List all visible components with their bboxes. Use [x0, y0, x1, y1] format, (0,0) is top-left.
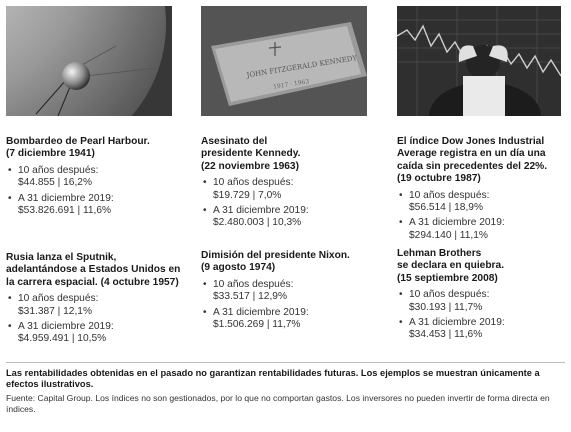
stat-value: $2.480.003 | 10,3%: [213, 217, 302, 229]
stat-label: • A 31 diciembre 2019:: [213, 205, 309, 217]
event-pearl-harbour: [6, 136, 186, 220]
stat-value: $294.140 | 11,1%: [409, 229, 488, 241]
grave-engraving: JOHN FITZGERALD KENNEDY: [246, 54, 358, 80]
event-title: Lehman Brothers se declara en quiebra. (15 septiembre 2008): [397, 248, 505, 284]
stat-value: $33.517 | 12,9%: [213, 291, 288, 303]
stat-10-years: [201, 177, 381, 202]
stat-value: $31.387 | 12,1%: [18, 305, 93, 317]
event-dow-jones: [397, 136, 567, 245]
stat-dec-2019: [397, 317, 567, 342]
stat-value: $30.193 | 11,7%: [409, 301, 483, 313]
event-title: Asesinato del presidente Kennedy. (22 noviembre 1963): [201, 136, 301, 172]
event-stats: [6, 165, 186, 218]
stat-label: • 10 años después:: [409, 289, 490, 301]
event-stats: [201, 279, 381, 332]
stat-value: $19.729 | 7,0%: [213, 189, 282, 201]
stat-dec-2019: [6, 321, 196, 346]
stat-label: • 10 años después:: [213, 177, 294, 189]
event-kennedy: [201, 136, 381, 233]
kennedy-grave-photo: [201, 6, 367, 116]
stat-10-years: [201, 279, 381, 304]
event-nixon: [201, 250, 381, 334]
stat-10-years: [6, 293, 196, 318]
event-title: Bombardeo de Pearl Harbour. (7 diciembre 1941): [6, 136, 150, 160]
stat-10-years: [397, 190, 567, 215]
stat-value: $4.959.491 | 10,5%: [18, 333, 107, 345]
event-title: Rusia lanza el Sputnik, adelantándose a Estados Unidos en la carrera espacial. (4 octubre 1957): [6, 252, 181, 288]
stat-label: • A 31 diciembre 2019:: [409, 217, 505, 229]
event-title: El índice Dow Jones Industrial Average registra en un día una caída sin precedentes del 22%. (19 octubre 1987): [397, 136, 548, 185]
stat-10-years: [6, 165, 186, 190]
stat-value: $56.514 | 18,9%: [409, 202, 484, 214]
sputnik-icon: [6, 6, 172, 116]
event-stats: [397, 289, 567, 342]
event-sputnik: [6, 252, 196, 349]
stat-dec-2019: [6, 193, 186, 218]
event-stats: [6, 293, 196, 346]
stat-label: • A 31 diciembre 2019:: [18, 321, 114, 333]
sputnik-satellite-photo: [6, 6, 172, 116]
stat-dec-2019: [397, 217, 567, 242]
stock-trader-photo: [397, 6, 561, 116]
stat-label: • A 31 diciembre 2019:: [18, 192, 114, 204]
stat-label: • 10 años después:: [18, 293, 99, 305]
stat-value: $53.826.691 | 11,6%: [18, 205, 112, 217]
stat-value: $44.855 | 16,2%: [18, 177, 93, 189]
source-note: Fuente: Capital Group. Los índices no son gestionados, por lo que no comportan gastos. Los inversores no pueden invertir de forma directa en índices.: [6, 393, 550, 414]
stat-value: $34.453 | 11,6%: [409, 329, 483, 341]
grave-years: 1917 · 1963: [272, 78, 310, 91]
event-title: Dimisión del presidente Nixon. (9 agosto 1974): [201, 250, 350, 274]
stat-value: $1.506.269 | 11,7%: [213, 319, 301, 331]
grave-stone-icon: [201, 6, 367, 116]
stat-label: • A 31 diciembre 2019:: [213, 306, 309, 318]
stat-label: • 10 años después:: [213, 278, 294, 290]
footer-divider: [6, 362, 565, 363]
disclaimer-text: Las rentabilidades obtenidas en el pasado no garantizan rentabilidades futuras. Los ejemplos se muestran únicamente a efectos ilustrativos.: [6, 368, 540, 389]
stat-10-years: [397, 289, 567, 314]
stat-label: • A 31 diciembre 2019:: [409, 317, 505, 329]
event-stats: [201, 177, 381, 230]
event-stats: [397, 190, 567, 243]
event-lehman-brothers: [397, 248, 567, 345]
stock-trader-icon: [397, 6, 561, 116]
stat-label: • 10 años después:: [18, 164, 99, 176]
stat-dec-2019: [201, 307, 381, 332]
stat-label: • 10 años después:: [409, 189, 490, 201]
stat-dec-2019: [201, 205, 381, 230]
